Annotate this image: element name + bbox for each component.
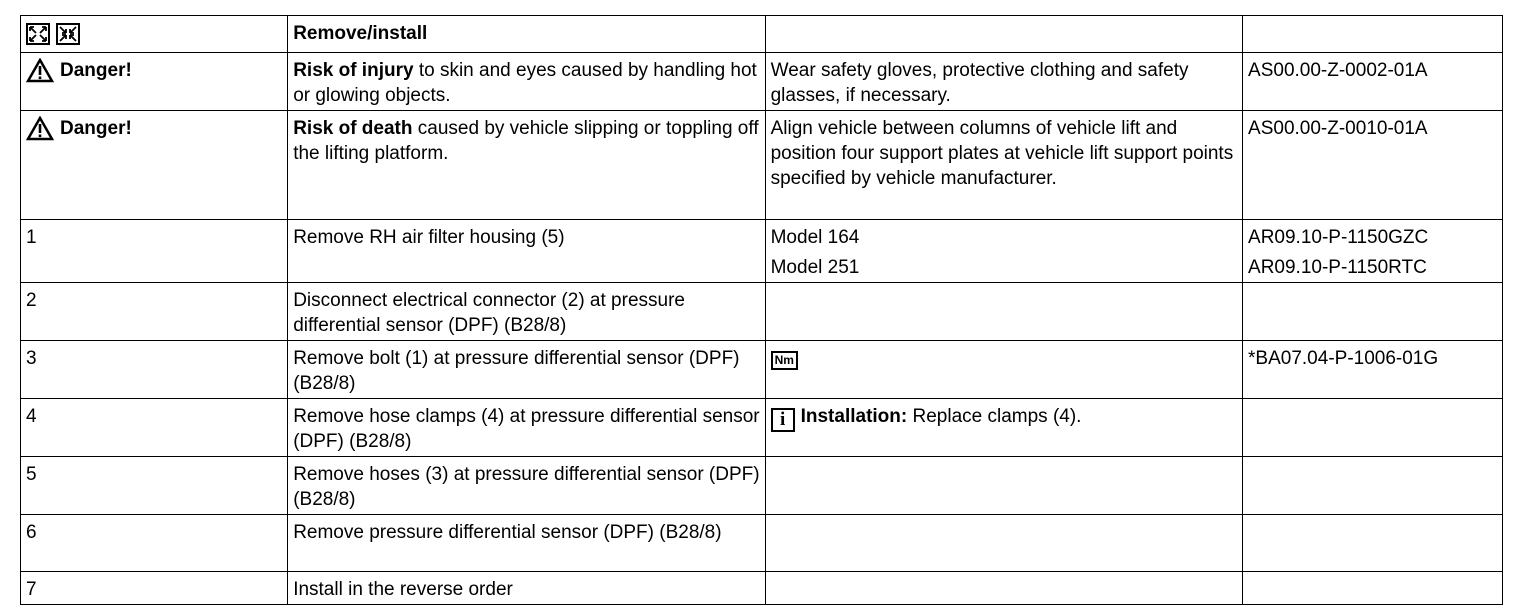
procedure-table	[20, 15, 1503, 605]
safety-action: Wear safety gloves, protective clothing and safety glasses, if necessary.	[765, 53, 1242, 111]
collapse-arrows-icon[interactable]	[56, 23, 80, 45]
empty-cell	[765, 16, 1242, 53]
expand-arrows-icon[interactable]	[26, 23, 50, 45]
step-text: Install in the reverse order	[288, 572, 765, 605]
safety-action: Align vehicle between columns of vehicle lift and position four support plates at vehicle lift support points specified by vehicle manufacturer.	[765, 111, 1242, 220]
page-title: Remove/install	[288, 16, 765, 53]
empty-cell	[1243, 399, 1503, 457]
empty-cell	[1243, 283, 1503, 341]
step-text: Disconnect electrical connector (2) at pressure differential sensor (DPF) (B28/8)	[288, 283, 765, 341]
document-reference[interactable]: AR09.10-P-1150GZC	[1248, 227, 1429, 248]
info-icon: i	[771, 408, 795, 432]
model-label: Model 251	[770, 257, 860, 278]
installation-note: i Installation: Replace clamps (4).	[765, 399, 1242, 457]
empty-cell	[1243, 457, 1503, 515]
warning-triangle-icon	[26, 58, 54, 83]
step-row	[21, 220, 1503, 283]
document-reference[interactable]: AS00.00-Z-0002-01A	[1243, 53, 1503, 111]
step-number: 5	[21, 457, 288, 515]
danger-row	[21, 111, 1503, 220]
step-number: 6	[21, 515, 288, 572]
empty-cell	[765, 572, 1242, 605]
step-text: Remove RH air filter housing (5)	[288, 220, 765, 283]
step-row	[21, 515, 1503, 572]
header-row	[21, 16, 1503, 53]
empty-cell	[765, 283, 1242, 341]
step-row	[21, 457, 1503, 515]
step-number: 2	[21, 283, 288, 341]
document-reference[interactable]: AR09.10-P-1150RTC	[1248, 257, 1427, 278]
torque-nm-icon[interactable]: Nm	[771, 351, 798, 370]
step-number: 7	[21, 572, 288, 605]
danger-label: Danger!	[60, 118, 132, 139]
model-label: Model 164	[770, 227, 860, 248]
step-text: Remove pressure differential sensor (DPF) (B28/8)	[288, 515, 765, 572]
empty-cell	[1243, 515, 1503, 572]
document-reference[interactable]: *BA07.04-P-1006-01G	[1243, 341, 1503, 399]
empty-cell	[765, 515, 1242, 572]
step-row	[21, 283, 1503, 341]
risk-description: Risk of death caused by vehicle slipping or toppling off the lifting platform.	[288, 111, 765, 220]
warning-triangle-icon	[26, 116, 54, 141]
document-reference[interactable]: AS00.00-Z-0010-01A	[1243, 111, 1503, 220]
header-icons-cell	[21, 16, 288, 53]
step-row	[21, 399, 1503, 457]
model-list	[765, 220, 1242, 283]
step-row	[21, 341, 1503, 399]
model-references	[1243, 220, 1503, 283]
step-text: Remove hoses (3) at pressure differential sensor (DPF) (B28/8)	[288, 457, 765, 515]
step-number: 1	[21, 220, 288, 283]
danger-row	[21, 53, 1503, 111]
empty-cell	[1243, 572, 1503, 605]
danger-label: Danger!	[60, 60, 132, 81]
empty-cell	[765, 457, 1242, 515]
step-text: Remove bolt (1) at pressure differential sensor (DPF) (B28/8)	[288, 341, 765, 399]
step-number: 3	[21, 341, 288, 399]
step-row	[21, 572, 1503, 605]
risk-description: Risk of injury to skin and eyes caused by handling hot or glowing objects.	[288, 53, 765, 111]
empty-cell	[1243, 16, 1503, 53]
step-number: 4	[21, 399, 288, 457]
step-text: Remove hose clamps (4) at pressure differential sensor (DPF) (B28/8)	[288, 399, 765, 457]
